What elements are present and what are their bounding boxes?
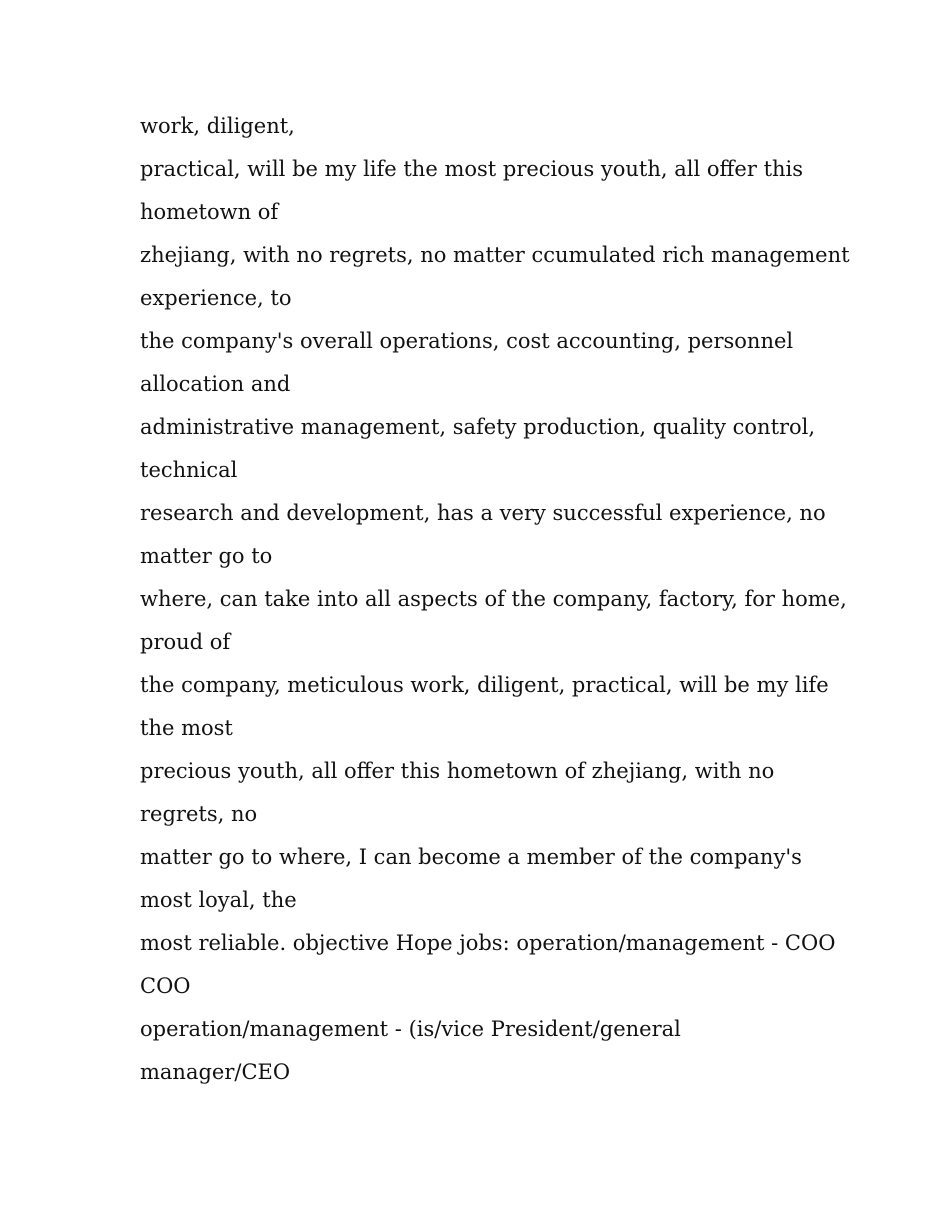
text-line: manager/CEO [140, 1060, 291, 1084]
body-text [140, 105, 850, 1094]
text-line: practical, will be my life the most precious youth, all offer this [140, 157, 804, 181]
text-line: regrets, no [140, 802, 258, 826]
text-line: hometown of [140, 200, 279, 224]
text-line: most reliable. objective Hope jobs: operation/management - COO [140, 931, 836, 955]
text-line: the most [140, 716, 233, 740]
text-line: most loyal, the [140, 888, 297, 912]
text-line: work, diligent, [140, 114, 295, 138]
text-line: technical [140, 458, 238, 482]
text-line: experience, to [140, 286, 292, 310]
text-line: precious youth, all offer this hometown of zhejiang, with no [140, 759, 775, 783]
text-line: the company's overall operations, cost accounting, personnel [140, 329, 794, 353]
text-line: COO [140, 974, 191, 998]
text-line: zhejiang, with no regrets, no matter ccumulated rich management [140, 243, 850, 267]
text-line: matter go to where, I can become a member of the company's [140, 845, 802, 869]
text-line: where, can take into all aspects of the company, factory, for home, [140, 587, 847, 611]
text-line: matter go to [140, 544, 273, 568]
text-line: allocation and [140, 372, 291, 396]
text-line: research and development, has a very successful experience, no [140, 501, 826, 525]
text-line: proud of [140, 630, 231, 654]
text-line: operation/management - (is/vice President/general [140, 1017, 681, 1041]
text-line: the company, meticulous work, diligent, practical, will be my life [140, 673, 829, 697]
text-line: administrative management, safety production, quality control, [140, 415, 816, 439]
